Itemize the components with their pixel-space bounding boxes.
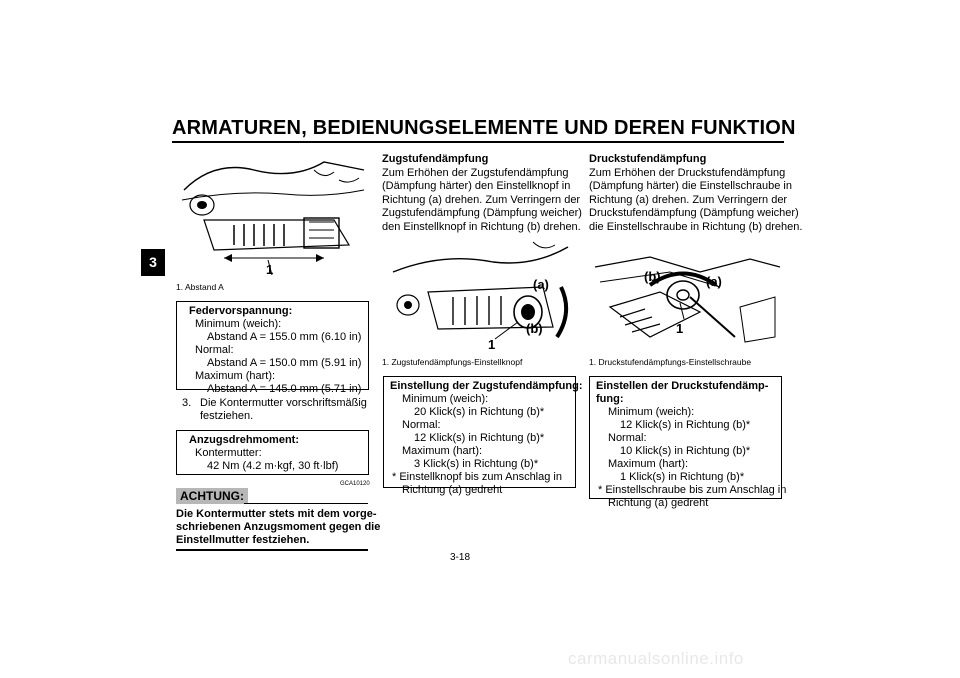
body-line: (Dämpfung härter) die Einstellschraube in xyxy=(589,180,792,193)
page-title: ARMATUREN, BEDIENUNGSELEMENTE UND DEREN FUNKTION xyxy=(172,117,796,139)
spec-box-title: Einstellen der Druckstufendämp- xyxy=(596,380,769,392)
caution-rule xyxy=(244,503,368,504)
spring-preload-spec-box xyxy=(176,301,369,395)
spec-line: Abstand A = 155.0 mm (6.10 in) xyxy=(207,331,362,343)
spec-line: Maximum (hart): xyxy=(608,458,689,470)
page-number: 3-18 xyxy=(450,552,471,563)
step-item xyxy=(182,397,367,423)
spec-box-title: fung: xyxy=(596,393,624,405)
body-line: Zum Erhöhen der Zugstufendämpfung xyxy=(382,166,569,179)
caution-line: Die Kontermutter stets mit dem vorge- xyxy=(176,508,377,520)
footnote-line: Richtung (a) gedreht xyxy=(402,484,503,496)
step-text-line: Die Kontermutter vorschriftsmäßig xyxy=(200,397,367,409)
body-line: Zugstufendämpfung (Dämpfung weicher) xyxy=(382,207,582,220)
body-line: Richtung (a) drehen. Zum Verringern der xyxy=(382,193,581,206)
spec-line: Normal: xyxy=(195,344,234,356)
spec-line: Minimum (weich): xyxy=(402,393,489,405)
caution-bottom-rule xyxy=(176,549,368,551)
step-number: 3. xyxy=(182,397,192,409)
footnote-line: Richtung (a) gedreht xyxy=(608,497,709,509)
direction-a-label: (a) xyxy=(706,274,722,289)
footnote-line: * Einstellknopf bis zum Anschlag in xyxy=(392,471,562,483)
spec-line: Normal: xyxy=(608,432,647,444)
spec-line: 10 Klick(s) in Richtung (b)* xyxy=(620,445,751,457)
direction-a-label: (a) xyxy=(533,277,549,292)
chapter-tab: 3 xyxy=(141,249,165,276)
spring-preload-figure xyxy=(174,150,366,280)
figure-callout: 1 xyxy=(488,337,496,352)
spec-line: Minimum (weich): xyxy=(608,406,695,418)
spec-line: 42 Nm (4.2 m·kgf, 30 ft·lbf) xyxy=(207,460,339,472)
spec-line: 20 Klick(s) in Richtung (b)* xyxy=(414,406,545,418)
figure-caption: 1. Abstand A xyxy=(176,282,224,292)
caution-text xyxy=(176,508,380,547)
body-line: Richtung (a) drehen. Zum Verringern der xyxy=(589,193,788,206)
spec-line: Minimum (weich): xyxy=(195,318,282,330)
spec-box-title: Federvorspannung: xyxy=(189,305,293,317)
figure-caption: 1. Druckstufendämpfungs-Einstellschraube xyxy=(589,357,752,367)
spec-box-title: Einstellung der Zugstufendämpfung: xyxy=(390,380,583,392)
spec-line: Kontermutter: xyxy=(195,447,262,459)
step-text-line: festziehen. xyxy=(200,410,254,422)
section-heading: Zugstufendämpfung xyxy=(382,153,489,165)
body-line: den Einstellknopf in Richtung (b) drehen. xyxy=(382,220,581,233)
spec-box-title: Anzugsdrehmoment: xyxy=(189,434,299,446)
spec-line: Abstand A = 145.0 mm (5.71 in) xyxy=(207,383,362,395)
compression-adjuster-figure xyxy=(590,237,782,352)
figure-callout: 1 xyxy=(266,262,274,277)
body-line: die Einstellschraube in Richtung (b) drehen. xyxy=(589,220,803,233)
spec-line: Normal: xyxy=(402,419,441,431)
body-line: Zum Erhöhen der Druckstufendämpfung xyxy=(589,166,786,179)
direction-b-label: (b) xyxy=(526,321,543,336)
doc-code: GCA10120 xyxy=(340,481,370,487)
caution-label: ACHTUNG: xyxy=(176,488,248,504)
caution-line: Einstellmutter festziehen. xyxy=(176,534,310,546)
rebound-section xyxy=(382,153,582,235)
compression-spec-box xyxy=(589,376,787,509)
torque-spec-box xyxy=(176,430,369,475)
body-line: Druckstufendämpfung (Dämpfung weicher) xyxy=(589,207,799,220)
spec-line: Maximum (hart): xyxy=(195,370,276,382)
footnote-line: * Einstellschraube bis zum Anschlag in xyxy=(598,484,787,496)
section-heading: Druckstufendämpfung xyxy=(589,153,707,165)
figure-callout: 1 xyxy=(676,321,684,336)
title-rule xyxy=(172,141,784,143)
spec-line: 1 Klick(s) in Richtung (b)* xyxy=(620,471,745,483)
direction-b-label: (b) xyxy=(644,269,661,284)
compression-section xyxy=(589,153,802,235)
figure-caption: 1. Zugstufendämpfungs-Einstellknopf xyxy=(382,357,523,367)
spec-line: Abstand A = 150.0 mm (5.91 in) xyxy=(207,357,362,369)
spec-line: 12 Klick(s) in Richtung (b)* xyxy=(414,432,545,444)
caution-line: schriebenen Anzugsmoment gegen die xyxy=(176,521,381,533)
spec-line: Maximum (hart): xyxy=(402,445,483,457)
rebound-spec-box xyxy=(383,376,583,496)
spec-line: 12 Klick(s) in Richtung (b)* xyxy=(620,419,751,431)
watermark: carmanualsonline.info xyxy=(568,649,744,668)
body-line: (Dämpfung härter) den Einstellknopf in xyxy=(382,180,571,193)
spec-line: 3 Klick(s) in Richtung (b)* xyxy=(414,458,539,470)
rebound-adjuster-figure xyxy=(383,237,575,352)
